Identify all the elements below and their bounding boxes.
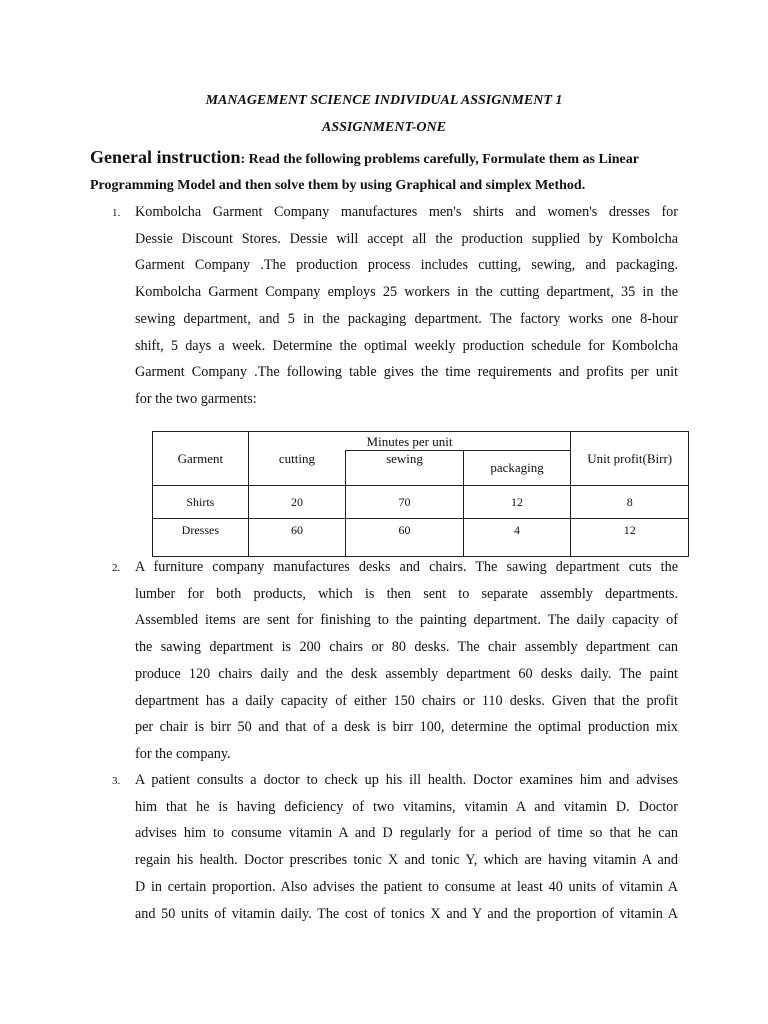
problem-1-line: Dessie Discount Stores. Dessie will accept all the production supplied by Kombolcha bbox=[135, 230, 678, 247]
table-header-packaging: packaging bbox=[463, 451, 571, 486]
table-header-minutes: Minutes per unit bbox=[248, 432, 571, 451]
problem-3-line: advises him to consume vitamin A and D regularly for a period of time so that he can bbox=[135, 825, 678, 842]
problem-2-text bbox=[135, 554, 678, 768]
problem-1-number: 1. bbox=[112, 207, 121, 219]
problem-1-text bbox=[135, 199, 678, 413]
problem-2-line: the sawing department is 200 chairs or 80 desks. The chair assembly department can bbox=[135, 639, 678, 656]
table-row bbox=[153, 486, 689, 519]
problem-3-line: regain his health. Doctor prescribes tonic X and tonic Y, which are having vitamin A and bbox=[135, 852, 678, 869]
table-cell-sewing: 70 bbox=[346, 486, 463, 519]
problem-1-line: Kombolcha Garment Company employs 25 workers in the cutting department, 35 in the bbox=[135, 284, 678, 301]
problem-3-text bbox=[135, 767, 678, 927]
table-row bbox=[153, 519, 689, 557]
problem-2-line: per chair is birr 50 and that of a desk is birr 100, determine the optimal production mix bbox=[135, 719, 678, 736]
problem-2-line: lumber for both products, which is then sent to separate assembly departments. bbox=[135, 585, 678, 602]
garment-table bbox=[152, 431, 689, 557]
problem-2-line: produce 120 chairs daily and the desk assembly department 60 desks daily. The paint bbox=[135, 665, 678, 682]
table-header-profit: Unit profit(Birr) bbox=[571, 432, 689, 486]
problem-1-line: for the two garments: bbox=[135, 390, 257, 407]
table-header-cutting: cutting bbox=[248, 451, 346, 486]
table-cell-cutting: 20 bbox=[248, 486, 346, 519]
general-instruction-text: : Read the following problems carefully, Formulate them as Linear bbox=[240, 152, 639, 167]
general-instruction-line-2: Programming Model and then solve them by using Graphical and simplex Method. bbox=[90, 178, 586, 193]
problem-1-line: Kombolcha Garment Company manufactures men's shirts and women's dresses for bbox=[135, 204, 678, 220]
table-header-sewing: sewing bbox=[346, 451, 463, 486]
problem-2-line: for the company. bbox=[135, 745, 231, 762]
assignment-title: MANAGEMENT SCIENCE INDIVIDUAL ASSIGNMENT 1 bbox=[205, 93, 563, 108]
table-cell-profit: 12 bbox=[571, 519, 689, 557]
problem-1-line: Garment Company .The production process includes cutting, sewing, and packaging. bbox=[135, 257, 678, 274]
table-header-garment: Garment bbox=[153, 432, 249, 486]
problem-3-line: A patient consults a doctor to check up his ill health. Doctor examines him and advises bbox=[135, 772, 678, 788]
table-cell-name: Dresses bbox=[153, 519, 249, 557]
table-cell-name: Shirts bbox=[153, 486, 249, 519]
table-cell-packaging: 12 bbox=[463, 486, 571, 519]
assignment-subtitle: ASSIGNMENT-ONE bbox=[322, 120, 446, 135]
table-cell-packaging: 4 bbox=[463, 519, 571, 557]
problem-1-line: Garment Company .The following table gives the time requirements and profits per unit bbox=[135, 364, 678, 381]
problem-1-line: sewing department, and 5 in the packaging department. The factory works one 8-hour bbox=[135, 310, 678, 327]
problem-3-line: him that he is having deficiency of two vitamins, vitamin A and vitamin D. Doctor bbox=[135, 798, 678, 815]
table-cell-profit: 8 bbox=[571, 486, 689, 519]
problem-3-line: D in certain proportion. Also advises the patient to consume at least 40 units of vitamin A bbox=[135, 878, 678, 895]
problem-3-line: and 50 units of vitamin daily. The cost of tonics X and Y and the proportion of vitamin A bbox=[135, 905, 678, 922]
problem-1-line: shift, 5 days a week. Determine the optimal weekly production schedule for Kombolcha bbox=[135, 337, 678, 354]
problem-2-line: department has a daily capacity of either 150 chairs or 110 desks. Given that the profit bbox=[135, 692, 678, 709]
general-instruction-line-1 bbox=[90, 143, 690, 174]
problem-2-line: Assembled items are sent for finishing to the painting department. The daily capacity of bbox=[135, 612, 678, 629]
problem-3-number: 3. bbox=[112, 775, 121, 787]
problem-2-number: 2. bbox=[112, 562, 121, 574]
table-cell-cutting: 60 bbox=[248, 519, 346, 557]
general-instruction-lead: General instruction bbox=[90, 147, 241, 167]
table-cell-sewing: 60 bbox=[346, 519, 463, 557]
problem-2-line: A furniture company manufactures desks and chairs. The sawing department cuts the bbox=[135, 559, 678, 575]
